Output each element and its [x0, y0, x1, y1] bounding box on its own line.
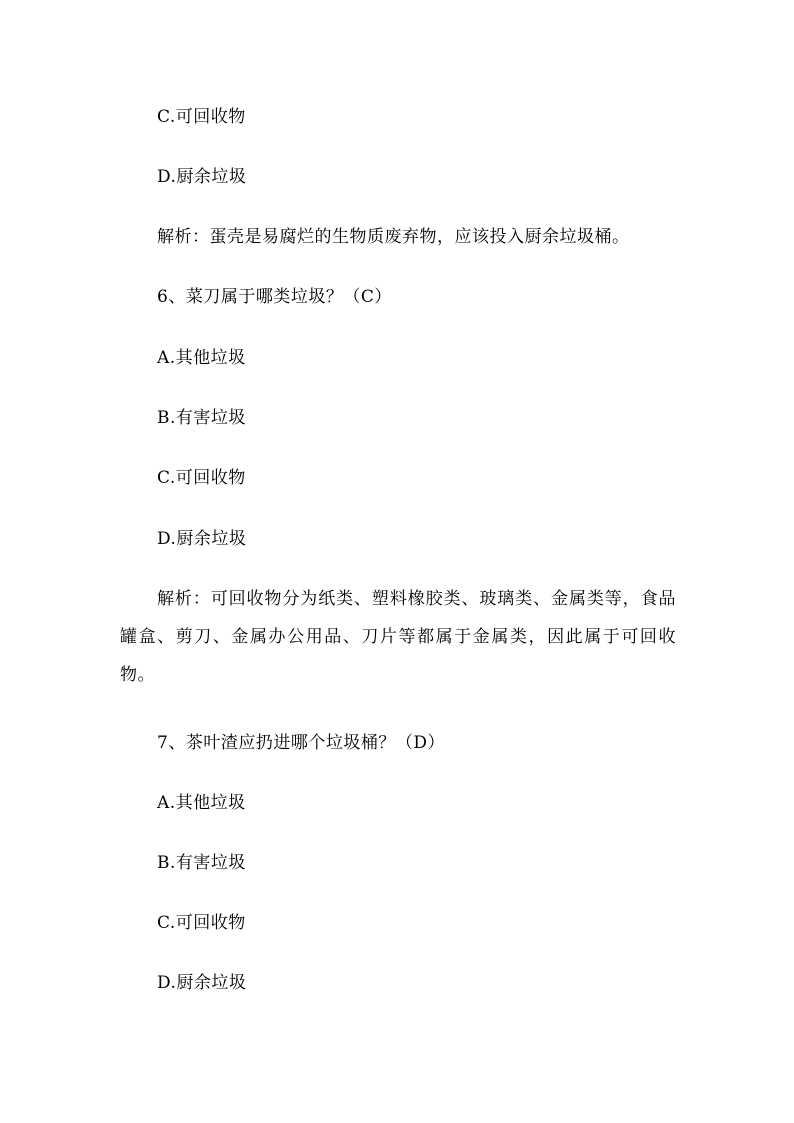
q6-option-b: B.有害垃圾 [157, 408, 246, 428]
q6-analysis: 解析：可回收物分为纸类、塑料橡胶类、玻璃类、金属类等，食品罐盒、剪刀、金属办公用品、刀片等都属于金属类，因此属于可回收物。 [120, 589, 676, 685]
q6-option-c: C.可回收物 [157, 468, 246, 488]
q5-option-c: C.可回收物 [157, 107, 246, 127]
q6-question: 6、菜刀属于哪类垃圾？（C） [157, 287, 392, 307]
q5-option-d: D.厨余垃圾 [157, 167, 247, 187]
q7-option-b: B.有害垃圾 [157, 853, 246, 873]
q7-option-c: C.可回收物 [157, 913, 246, 933]
q7-option-d: D.厨余垃圾 [157, 973, 247, 993]
q7-question: 7、茶叶渣应扔进哪个垃圾桶？（D） [157, 733, 445, 753]
q6-option-d: D.厨余垃圾 [157, 529, 247, 549]
q6-option-a: A.其他垃圾 [157, 348, 246, 368]
q5-analysis: 解析：蛋壳是易腐烂的生物质废弃物，应该投入厨余垃圾桶。 [157, 227, 630, 247]
q7-option-a: A.其他垃圾 [157, 793, 246, 813]
